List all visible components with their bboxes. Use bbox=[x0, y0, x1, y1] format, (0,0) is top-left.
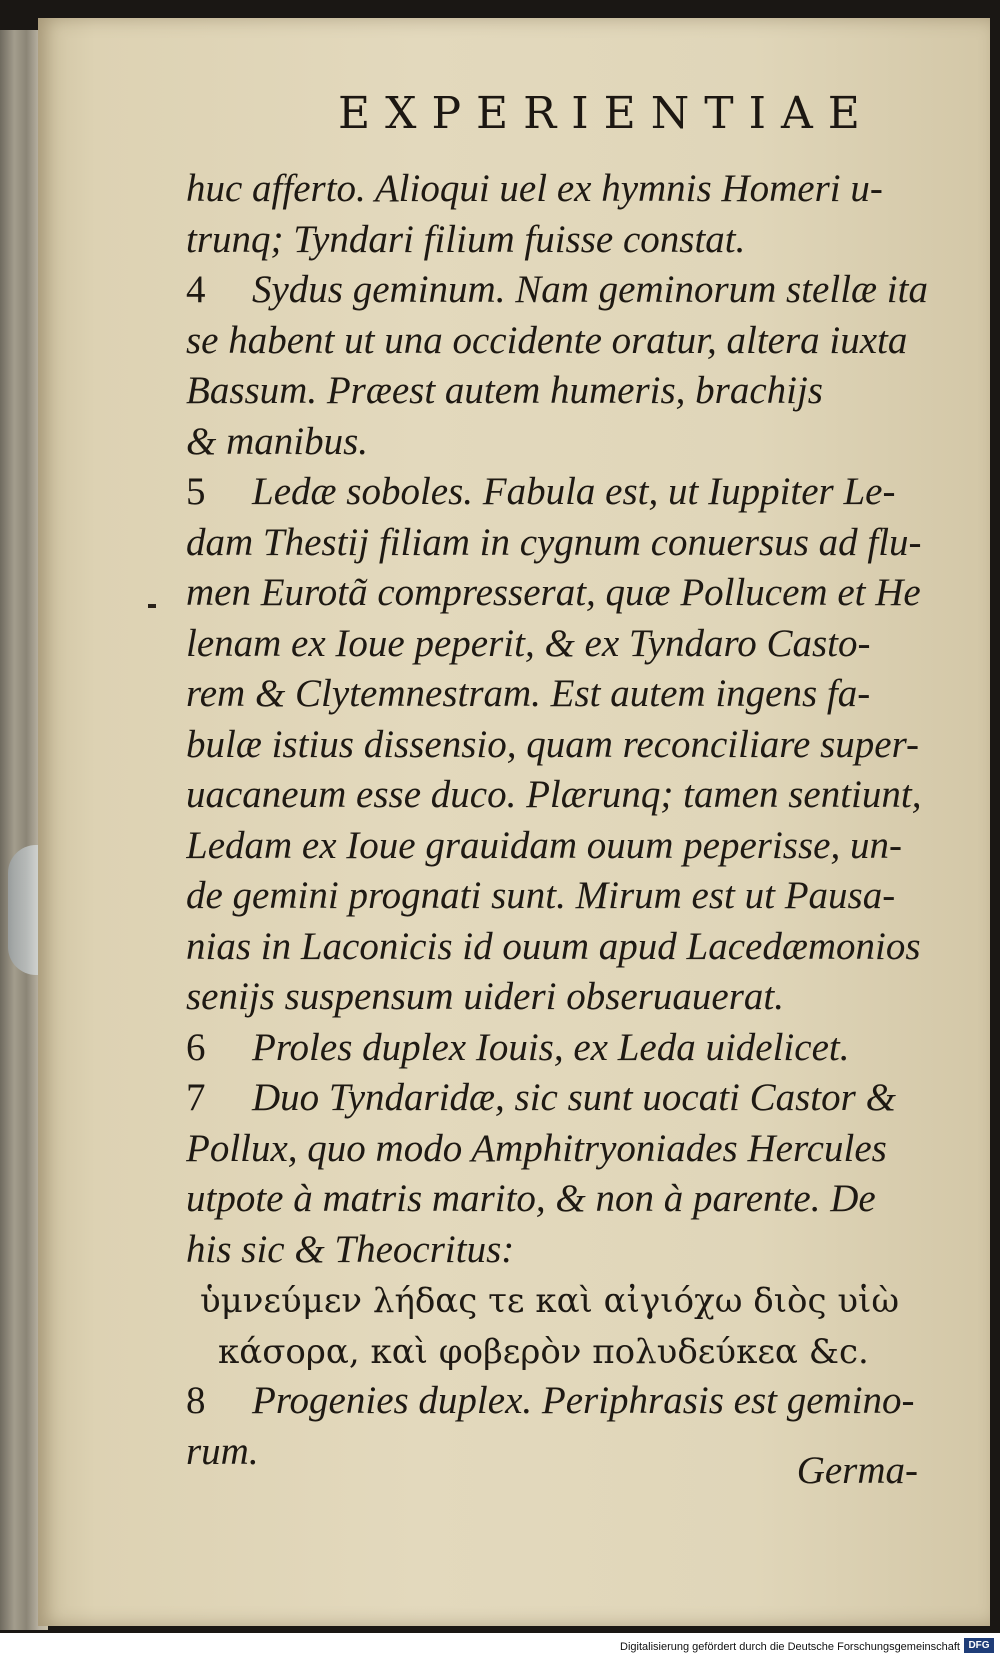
line-text: Ledam ex Ioue grauidam ouum peperisse, un- bbox=[186, 823, 902, 867]
text-line bbox=[186, 922, 931, 973]
text-line bbox=[186, 720, 931, 771]
text-line bbox=[186, 669, 931, 720]
text-line bbox=[186, 1376, 931, 1427]
line-text: Pollux, quo modo Amphitryoniades Hercules bbox=[186, 1126, 887, 1170]
running-head: EXPERIENTIAE bbox=[338, 88, 875, 139]
text-line bbox=[186, 1275, 931, 1326]
margin-mark bbox=[148, 604, 156, 608]
line-text: Duo Tyndaridæ, sic sunt uocati Castor & bbox=[252, 1076, 896, 1119]
text-line bbox=[186, 1073, 931, 1124]
footer-credit: Digitalisierung gefördert durch die Deutsche Forschungsgemeinschaft bbox=[620, 1641, 960, 1653]
text-line bbox=[186, 1174, 931, 1225]
note-number: 7 bbox=[186, 1076, 206, 1119]
text-line bbox=[186, 871, 931, 922]
text-line bbox=[186, 821, 931, 872]
line-text: uacaneum esse duco. Plærunq; tamen sentiunt, bbox=[186, 773, 922, 816]
line-text: rum. bbox=[186, 1429, 259, 1473]
line-text: Sydus geminum. Nam geminorum stellæ ita bbox=[252, 268, 928, 311]
text-line bbox=[186, 164, 931, 215]
text-line bbox=[186, 518, 931, 569]
line-text: men Eurotã compresserat, quæ Pollucem et He bbox=[186, 571, 921, 614]
text-line bbox=[186, 770, 931, 821]
note-number: 6 bbox=[186, 1025, 206, 1069]
text-line bbox=[186, 1225, 931, 1276]
text-line bbox=[186, 467, 931, 518]
line-text: se habent ut una occidente oratur, altera iuxta bbox=[186, 318, 908, 362]
line-text: nias in Laconicis id ouum apud Lacedæmonios bbox=[186, 924, 921, 968]
line-text: de gemini prognati sunt. Mirum est ut Pausa- bbox=[186, 874, 896, 917]
text-line bbox=[186, 1023, 931, 1074]
line-text: his sic & Theocritus: bbox=[186, 1227, 515, 1271]
body-text bbox=[186, 164, 931, 1477]
line-text: Progenies duplex. Periphrasis est gemino- bbox=[252, 1379, 915, 1422]
line-text: Bassum. Præest autem humeris, brachijs bbox=[186, 369, 823, 412]
text-line bbox=[186, 619, 931, 670]
greek-quotation: ὑμνεύμεν λήδας τε καὶ αἰγιόχω διὸς υἱὼ bbox=[200, 1281, 900, 1321]
catchword: Germa- bbox=[796, 1449, 918, 1492]
text-line bbox=[186, 366, 931, 417]
text-line bbox=[186, 972, 931, 1023]
line-text: bulæ istius dissensio, quam reconciliare super- bbox=[186, 722, 919, 766]
text-line bbox=[186, 215, 931, 266]
text-line bbox=[186, 265, 931, 316]
text-line bbox=[186, 417, 931, 468]
line-text: huc afferto. Alioqui uel ex hymnis Homeri u- bbox=[186, 167, 883, 210]
book-page bbox=[38, 18, 990, 1626]
text-line bbox=[186, 568, 931, 619]
line-text: lenam ex Ioue peperit, & ex Tyndaro Casto- bbox=[186, 621, 871, 665]
text-line bbox=[186, 1124, 931, 1175]
line-text: rem & Clytemnestram. Est autem ingens fa- bbox=[186, 672, 871, 715]
line-text: utpote à matris marito, & non à parente. De bbox=[186, 1177, 876, 1220]
line-text: trunq; Tyndari filium fuisse constat. bbox=[186, 217, 746, 261]
line-text: dam Thestij filiam in cygnum conuersus ad flu- bbox=[186, 520, 922, 564]
dfg-logo-icon: DFG bbox=[964, 1638, 994, 1653]
line-text: Proles duplex Iouis, ex Leda uidelicet. bbox=[252, 1025, 850, 1069]
text-line bbox=[186, 1326, 931, 1377]
note-number: 8 bbox=[186, 1379, 206, 1422]
line-text: senijs suspensum uideri obseruauerat. bbox=[186, 975, 784, 1018]
footer-bar bbox=[0, 1633, 1000, 1657]
line-text: Ledæ soboles. Fabula est, ut Iuppiter Le- bbox=[252, 470, 896, 513]
greek-quotation: κάσορα, καὶ φοβερὸν πολυδεύκεα &c. bbox=[218, 1331, 869, 1372]
note-number: 4 bbox=[186, 268, 206, 311]
note-number: 5 bbox=[186, 470, 206, 513]
text-line bbox=[186, 316, 931, 367]
line-text: & manibus. bbox=[186, 419, 369, 463]
